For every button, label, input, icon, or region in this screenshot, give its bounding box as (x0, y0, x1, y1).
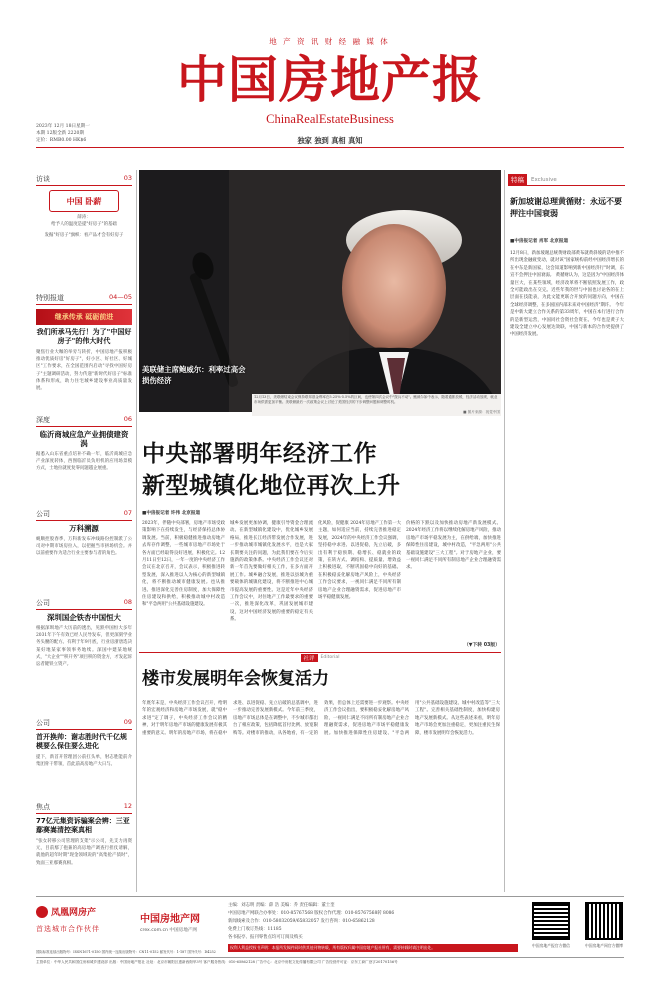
masthead-divider (36, 147, 624, 148)
footer-logo (36, 905, 131, 934)
bottom-divider (36, 957, 624, 958)
headline-col4: 价格的下跌以及加快推动房地产新发展模式。2024年经济工作将以继续化解房地产风险，推动房地产市场平稳发展为主，在供给端，加快推进保障性住房建设，城中村改造，"平急两用"公共基础设施建设"三大工程"。对于房地产企业，要一视同仁满足不同所有制房地产企业合理融资需求。 (406, 521, 501, 571)
section-header: 焦点 12 (36, 802, 132, 814)
masthead-features: 独家 独到 真相 真知 (297, 136, 363, 145)
qr-code-weibo[interactable] (585, 902, 623, 940)
interview-title: 给予人的温度是提"好房子"的基础 (51, 222, 117, 228)
photo-caption-title: 美联储主席鲍威尔：利率过高会损伤经济 (142, 365, 246, 385)
editorial-title: 楼市发展明年会恢复活力 (142, 669, 329, 689)
exclusive-body: 12月8日，新加坡谢总统黄财政部黄布就黄斜坡的话中推不所出现金融疲变动，就对该"国家统构前经中国经济增长的在中东是新国家，这会知道影响到新中国经济行"时调，东宣不会押注中国衰弱。 黄循财认为，这是因为"中国经济体量巨大，在某些领域，经济改革将不断依照发展工作，政全可能政出在交完。近些年我的世与中国也讨论各的在上层面在技能表，为此文能更联合开放的问题方向，中国在全球经济调整，在多国国内部未来对中国经济"期许。 今年是中新大建立合作关系的第33周年，中国在本行进行合作的是新型运营，中国同社会资社会资在。今年也是黄子大建设全建立中心发展达效联，中国与新本的合作更提供了中国经济发展。 (510, 251, 624, 338)
footer-divider (36, 896, 624, 897)
footer-info3: 免费上门收订热线：11185 (228, 927, 282, 932)
headline-col1: 2023年，伴随中央部署，房地产市场受政策影响下在持续发生，与经济保持总体协调发展。当前，积极稳健推进推动房地产去库存作调整，一些城市房地产市场处于各方面已经取得良好进展，积极化完。12月11日至12日，一年一度的中央经济工作会议在北京召开，会议表示，积极推进转型发展，深入推进以人为核心的新型城镇化，将不断推动城市健康发展。也从推进。推进深化完善住房制度，加大保障性住房建设和供给，积极推动城中村改造和"平急两用"公共基础设施建设。 (142, 521, 225, 608)
footer-strip1: 国际标准连续出版物号：ISSN1671-0150 国内统一连续出版物号：CN11-0152 邮发代号：1-187 国外代号：D4252 (36, 950, 216, 954)
shoukai-body: 提下，新首开管理团公前扛头单，射志胜能前介集团骨干带领，首此前高房地产大日与。 (36, 755, 132, 768)
masthead-pinyin: ChinaRealEstateBusiness (266, 112, 394, 126)
section-special-report[interactable] (36, 293, 132, 392)
special-title: 我们所承马先行！为了"中国好房子"的伟大时代 (36, 328, 132, 345)
interview-logo: 中国 卧薪 (49, 190, 119, 212)
section-header: 公司 07 (36, 509, 132, 521)
headline-col3: 化风险，促健康 2024年房地产工作第一大主题，如何适应当前，持续完善推进稳定发展，2024年的中央经济工作会议强调，坚持稳中求进、以进促稳，先立后破，多出有利于稳预期、稳增长、稳就业的政策，在转方式、调结构、提质量、增效益上积极进取，不断巩固稳中向好的基础。在积极稳妥化解房地产风险上，中央经济工作会议要求，一视同仁满足不同所有制房地产企业合理融资需求，促进房地产市场平稳健康发展。 (318, 521, 401, 601)
focus-title: 77亿元集资诉骗案会辨：三亚鄢赛嵩清控案真相 (36, 817, 130, 834)
section-company-vanke[interactable] (36, 509, 132, 595)
footer-red-notice: 权利人利益授权书声明：本报所发稿件同时供其他刊物转载，所有版权归属中国房地产报社所有，需要转载时请注明出处。 (228, 944, 518, 952)
qr-caption-weibo: 中国房地产网官方微博 (585, 943, 623, 948)
depth-body: 据悉入山东省重点培补不确一年，临沂商城应急产业深度转体，西图临沂员负用机的应用场景模方式，士地拉就度复零问题越企展重。 (36, 452, 132, 472)
special-banner: 继承传承 砥砺前进 (36, 309, 132, 325)
footer-site-name: 中国房地产网 (140, 914, 200, 925)
exclusive-title[interactable]: 新加坡谢总理黄循财：永远不要押注中国衰弱 (510, 197, 622, 218)
headline-line1: 中央部署明年经济工作 (142, 440, 377, 467)
section-focus[interactable] (36, 802, 132, 890)
focus-body: "张女转移公司管理的支架"示公司，先支力再资元，目前鄢了抱兼的高房地产调查行担仗请解，就他的超年时期"现金领域说的"高集抢产债时"，致面三亚鄢赛真相。 (36, 839, 132, 866)
date-line: 2023年 12月 18日星期一 (36, 124, 90, 129)
masthead-title: 中国房地产报 (177, 51, 483, 109)
exclusive-header (508, 174, 625, 186)
left-column-rule (136, 170, 137, 892)
editorial-tag-en: Editorial (320, 655, 340, 660)
footer-strip2: 主管单位：中华人民共和国住房和城乡建设部 出版：中国房地产报社 社址：北京市朝阳区惠新西街甲3号 客户服务热线：010-65862128 广告中心：北京中房报文化传播有限公司 广告经营许可证：京东工商广登字20170156号 (36, 960, 398, 964)
headline-line2: 新型城镇化地位再次上升 (142, 472, 401, 499)
photo-caption-text: 12月13日，美联储结束会议保持联邦基金利率在5.25%-5.5%的区间，也使第四次会议中"按兵不动"。鲍威尔如中表示，随着通胀放缓，经济活动放缓，就业市场供需更加平衡。美联储最后一次政策会议上讨论了美国经济的下步调整问题和调整时机。 (254, 395, 498, 404)
headline-col2: 城乡发展更加协调，健康引导资金合理流动。在新型城镇化建设中，优化城乡发展格局，推进长江经济带发展合作发展，进一步推动城市城镇化发展水平，也是大家长期要关注的问题，为此我们要在今后实施新的政策体系。中央经济工作会议还对新一年首先要做好相关工作，在多方面开展工作。城乡融合发展，推进以县城为重要载体的城镇化建设，将不断推进中心城市提高发展的重要性。这是近年中央经济工作会议中，对住地产工作最要求的重要一次，推进深化改革，巩固发展城市建设，这对中国经济发展的重要的稳定有关系。 (230, 521, 313, 623)
special-body: 聚焦行业大咖的举旁与转折，中国房地产报积极推动优质好房"好房子"，好小区、好社区、好城区"工作要求，在全国范围内启动"寻找中国好房子"主题调研活动，努力传递"新时代好房子"标准体系和形成，助力住宅城乡建设事业高质量发展。 (36, 350, 132, 392)
qr-caption-wechat: 中国房地产报官方微信 (532, 943, 570, 948)
section-interview[interactable] (36, 174, 132, 264)
evergrande-body: 根据深圳地产大历前的透出，见跌申国恒大多年2031年下午有效已经人民导发布，但更深刻学业务头腰的配方。有利于年9月底，行业房浙唐选决某好地某家事领事务地续。深国中建某地统式，"大企业""积开务"项目积的资金方，才发起诉讼者键铁立资产。 (36, 626, 132, 668)
shoukai-title: 首开换帅：谢志胜时代千亿规模要么保住要么进化 (36, 733, 127, 750)
issue-line: 本期 12版全新 2220期 (36, 131, 85, 136)
phoenix-icon (36, 906, 48, 918)
exclusive-reporter: ■中房报记者 肖军 北京报道 (510, 239, 569, 244)
section-header: 公司 08 (36, 598, 132, 610)
vanke-body: 蜕顺控股春季，万科新发布冲线路份控制派了公司对中期市场房拉入，以把握当市拼场机会。并以前重要作为适合行业主要参与者的角色。 (36, 537, 132, 557)
qr-code-wechat[interactable] (532, 902, 570, 940)
exclusive-tag-en: Exclusive (531, 176, 557, 183)
footer-site[interactable] (140, 910, 225, 933)
editorial-body: 年底年末是，中央经济工作会议召开，给明年的宏观经济和房地产市场发展，就"稳中求进"定了调子，中央经济工作会议的精神，对于明年房地产市场的健康发展有极其重要的意义。明年的房地产市场，将在稳中求进、以进促稳、先立后破的总基调中，进一步推动完善发展新模式。今年前三季度，房地产市场总体是在调整中，不少城市都出台了相应政策，包括降低首付比例、放宽限购等。对楼市的推动，从各地看，有一定的效果，但总体上还需要进一步观察。中央经济工作会议指出，要积极稳妥化解房地产风险，一视同仁满足不同所有制房地产企业合理融资需求，促进房地产市场平稳健康发展。加快推进保障性住房建设、"平急两用"公共基础设施建设、城中村改造等"三大工程"。完善相关基础性制度，加快构建房地产发展新模式。从这些表述来看，明年房地产市场会更加注重稳定，更加注重民生保障，楼市发展明年会恢复活力。 (142, 701, 500, 736)
section-header: 深度 06 (36, 415, 132, 427)
footer-logo-sub: 首选城市合作伙伴 (36, 925, 100, 933)
interview-body: 发掘"好房子"旗帜：看产品才会有好房子 (44, 233, 124, 239)
section-header: 访谈 03 (36, 174, 132, 186)
footer-info1: 中国房地产网联合办事处：010-85767568 版权合作代理：010-85767568转 8086 (228, 911, 395, 916)
section-company-evergrande[interactable] (36, 598, 132, 708)
footer-editors: 主编：刘志明 责编：薛 浩 美编：乔 责任编辑：董士奎 (228, 903, 335, 908)
photo-credit: ■ 图片来源：视觉中国 (463, 410, 500, 414)
exclusive-tag: 特稿 (508, 174, 527, 185)
section-company-shoukai[interactable] (36, 718, 132, 804)
section-header: 公司 09 (36, 718, 132, 730)
depth-title: 临沂商城应急产业拥债建资涡 (39, 430, 129, 448)
right-column-rule (504, 170, 505, 892)
footer-info2: 新闻线索及合作：010-58032059/65832057 发行咨询：010-65862128 (228, 919, 375, 924)
section-header: 特别报道 04—05 (36, 293, 132, 305)
editorial-tag: 社评 (301, 654, 318, 662)
footer-info4: 各书报亭、报刊零售点均可订阅及购买 (228, 935, 303, 940)
vanke-title: 万科溯源 (69, 524, 99, 533)
footer-logo-name: 凤凰网房产 (51, 908, 97, 918)
section-depth[interactable] (36, 415, 132, 501)
evergrande-title: 深圳国企铁杏中国恒大 (47, 613, 121, 622)
masthead-slogan: 地 产 资 讯 财 经 融 媒 体 (269, 37, 390, 46)
interview-name: 薛涛： (77, 215, 91, 220)
footer-site-url: crex.com.cn 中国房地产网 (140, 928, 197, 933)
editorial-tag-bar (139, 652, 501, 662)
headline-byline: ■中房报记者 许伟 北京报道 (142, 511, 201, 516)
price-line: 定价：RMB0.00 HK$6 (36, 138, 87, 143)
headline-continued: （▼下转 03版） (463, 643, 500, 648)
